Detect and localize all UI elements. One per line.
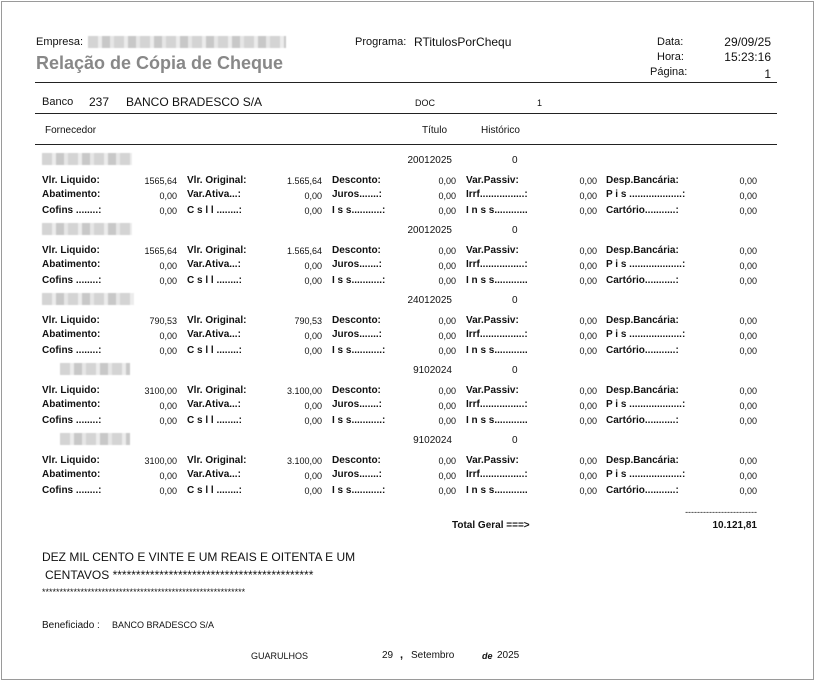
label-var-passiv: Var.Passiv: xyxy=(466,455,519,466)
value-cartorio: 0,00 xyxy=(739,346,757,356)
value-juros: 0,00 xyxy=(438,331,456,341)
value-inss: 0,00 xyxy=(579,276,597,286)
value-desconto: 0,00 xyxy=(438,176,456,186)
label-iss: I s s...........: xyxy=(332,415,386,426)
value-juros: 0,00 xyxy=(438,191,456,201)
programa-value: RTitulosPorChequ xyxy=(414,35,512,49)
label-var-passiv: Var.Passiv: xyxy=(466,315,519,326)
label-cofins: Cofins ........: xyxy=(42,205,102,216)
label-csll: C s l l ........: xyxy=(187,205,243,216)
label-cofins: Cofins ........: xyxy=(42,345,102,356)
label-irrf: Irrf................: xyxy=(466,399,528,410)
value-iss: 0,00 xyxy=(438,486,456,496)
value-inss: 0,00 xyxy=(579,206,597,216)
value-iss: 0,00 xyxy=(438,346,456,356)
value-pis: 0,00 xyxy=(739,191,757,201)
value-vlr-original: 3.100,00 xyxy=(286,386,322,396)
banco-name: BANCO BRADESCO S/A xyxy=(126,95,263,109)
value-vlr-liquido: 3100,00 xyxy=(144,456,177,466)
label-inss: I n s s............ xyxy=(466,345,528,356)
value-irrf: 0,00 xyxy=(579,261,597,271)
value-inss: 0,00 xyxy=(579,346,597,356)
label-irrf: Irrf................: xyxy=(466,259,528,270)
label-juros: Juros.......: xyxy=(332,469,383,480)
label-iss: I s s...........: xyxy=(332,205,386,216)
extenso-line-2: CENTAVOS ******************************************* xyxy=(45,568,314,582)
column-titulo: Título xyxy=(422,125,448,136)
entry-titulo: 20012025 xyxy=(407,155,452,166)
label-var-ativa: Var.Ativa...: xyxy=(187,469,241,480)
label-desp-bancaria: Desp.Bancária: xyxy=(606,455,679,466)
label-juros: Juros.......: xyxy=(332,329,383,340)
label-abatimento: Abatimento: xyxy=(42,469,101,480)
column-historico: Histórico xyxy=(481,125,520,136)
doc-label: DOC xyxy=(415,98,435,108)
value-var-ativa: 0,00 xyxy=(304,471,322,481)
value-cofins: 0,00 xyxy=(159,206,177,216)
value-cartorio: 0,00 xyxy=(739,416,757,426)
label-cartorio: Cartório...........: xyxy=(606,345,679,356)
value-abatimento: 0,00 xyxy=(159,261,177,271)
label-cofins: Cofins ........: xyxy=(42,275,102,286)
label-desconto: Desconto: xyxy=(332,385,381,396)
label-pis: P i s ...................: xyxy=(606,329,686,340)
value-irrf: 0,00 xyxy=(579,401,597,411)
label-var-ativa: Var.Ativa...: xyxy=(187,329,241,340)
label-iss: I s s...........: xyxy=(332,275,386,286)
value-var-ativa: 0,00 xyxy=(304,401,322,411)
label-vlr-original: Vlr. Original: xyxy=(187,315,247,326)
label-irrf: Irrf................: xyxy=(466,469,528,480)
label-pis: P i s ...................: xyxy=(606,469,686,480)
label-pis: P i s ...................: xyxy=(606,259,686,270)
label-cofins: Cofins ........: xyxy=(42,485,102,496)
value-juros: 0,00 xyxy=(438,401,456,411)
label-desconto: Desconto: xyxy=(332,245,381,256)
label-vlr-original: Vlr. Original: xyxy=(187,385,247,396)
value-cofins: 0,00 xyxy=(159,486,177,496)
value-var-passiv: 0,00 xyxy=(579,176,597,186)
label-abatimento: Abatimento: xyxy=(42,189,101,200)
value-juros: 0,00 xyxy=(438,261,456,271)
entry-historico: 0 xyxy=(512,155,518,166)
value-desconto: 0,00 xyxy=(438,246,456,256)
value-desp-bancaria: 0,00 xyxy=(739,176,757,186)
label-csll: C s l l ........: xyxy=(187,415,243,426)
data-label: Data: xyxy=(657,36,684,48)
value-vlr-liquido: 790,53 xyxy=(149,316,177,326)
value-var-passiv: 0,00 xyxy=(579,316,597,326)
label-iss: I s s...........: xyxy=(332,485,386,496)
label-vlr-original: Vlr. Original: xyxy=(187,245,247,256)
data-value: 29/09/25 xyxy=(724,35,771,49)
label-desconto: Desconto: xyxy=(332,315,381,326)
report-title: Relação de Cópia de Cheque xyxy=(36,53,284,73)
value-csll: 0,00 xyxy=(304,486,322,496)
value-vlr-liquido: 1565,64 xyxy=(144,246,177,256)
label-csll: C s l l ........: xyxy=(187,485,243,496)
label-vlr-liquido: Vlr. Liquido: xyxy=(42,455,100,466)
label-var-ativa: Var.Ativa...: xyxy=(187,399,241,410)
footer-comma: , xyxy=(400,649,404,661)
label-abatimento: Abatimento: xyxy=(42,399,101,410)
value-vlr-original: 1.565,64 xyxy=(286,246,322,256)
bank-divider xyxy=(35,113,777,114)
value-iss: 0,00 xyxy=(438,276,456,286)
value-iss: 0,00 xyxy=(438,416,456,426)
total-dashes: ------------------------ xyxy=(685,507,757,517)
doc-value: 1 xyxy=(537,98,543,108)
value-pis: 0,00 xyxy=(739,261,757,271)
value-desp-bancaria: 0,00 xyxy=(739,316,757,326)
value-pis: 0,00 xyxy=(739,401,757,411)
label-inss: I n s s............ xyxy=(466,205,528,216)
value-inss: 0,00 xyxy=(579,486,597,496)
label-desp-bancaria: Desp.Bancária: xyxy=(606,315,679,326)
entry-historico: 0 xyxy=(512,435,518,446)
value-abatimento: 0,00 xyxy=(159,331,177,341)
label-abatimento: Abatimento: xyxy=(42,259,101,270)
value-pis: 0,00 xyxy=(739,331,757,341)
label-csll: C s l l ........: xyxy=(187,345,243,356)
footer-month: Setembro xyxy=(411,650,455,661)
value-desp-bancaria: 0,00 xyxy=(739,456,757,466)
empresa-redacted xyxy=(88,36,286,48)
value-iss: 0,00 xyxy=(438,206,456,216)
entry-historico: 0 xyxy=(512,225,518,236)
value-var-passiv: 0,00 xyxy=(579,456,597,466)
value-var-ativa: 0,00 xyxy=(304,261,322,271)
value-var-passiv: 0,00 xyxy=(579,246,597,256)
label-desp-bancaria: Desp.Bancária: xyxy=(606,245,679,256)
label-inss: I n s s............ xyxy=(466,275,528,286)
entry-historico: 0 xyxy=(512,365,518,376)
label-var-ativa: Var.Ativa...: xyxy=(187,259,241,270)
entry-titulo: 24012025 xyxy=(407,295,452,306)
footer-city: GUARULHOS xyxy=(251,651,309,661)
column-fornecedor: Fornecedor xyxy=(45,125,97,136)
label-iss: I s s...........: xyxy=(332,345,386,356)
label-vlr-liquido: Vlr. Liquido: xyxy=(42,315,100,326)
value-var-ativa: 0,00 xyxy=(304,331,322,341)
beneficiado-value: BANCO BRADESCO S/A xyxy=(112,620,215,630)
value-vlr-original: 3.100,00 xyxy=(286,456,322,466)
label-inss: I n s s............ xyxy=(466,415,528,426)
value-var-passiv: 0,00 xyxy=(579,386,597,396)
label-cartorio: Cartório...........: xyxy=(606,415,679,426)
entry-titulo: 9102024 xyxy=(413,435,452,446)
empresa-label: Empresa: xyxy=(36,36,84,48)
value-cofins: 0,00 xyxy=(159,416,177,426)
banco-code: 237 xyxy=(89,95,110,109)
label-csll: C s l l ........: xyxy=(187,275,243,286)
value-desp-bancaria: 0,00 xyxy=(739,246,757,256)
label-desconto: Desconto: xyxy=(332,455,381,466)
beneficiado-label: Beneficiado : xyxy=(42,620,100,631)
label-var-passiv: Var.Passiv: xyxy=(466,245,519,256)
label-pis: P i s ...................: xyxy=(606,189,686,200)
label-juros: Juros.......: xyxy=(332,189,383,200)
value-abatimento: 0,00 xyxy=(159,401,177,411)
label-irrf: Irrf................: xyxy=(466,329,528,340)
value-csll: 0,00 xyxy=(304,346,322,356)
label-vlr-original: Vlr. Original: xyxy=(187,455,247,466)
pagina-value: 1 xyxy=(764,67,771,81)
programa-label: Programa: xyxy=(355,36,407,48)
value-csll: 0,00 xyxy=(304,206,322,216)
value-abatimento: 0,00 xyxy=(159,191,177,201)
label-abatimento: Abatimento: xyxy=(42,329,101,340)
label-var-ativa: Var.Ativa...: xyxy=(187,189,241,200)
fornecedor-redacted xyxy=(42,293,134,305)
label-cartorio: Cartório...........: xyxy=(606,485,679,496)
label-var-passiv: Var.Passiv: xyxy=(466,385,519,396)
banco-label: Banco xyxy=(42,96,74,108)
entry-titulo: 20012025 xyxy=(407,225,452,236)
fornecedor-redacted xyxy=(60,433,130,445)
label-cartorio: Cartório...........: xyxy=(606,205,679,216)
value-cartorio: 0,00 xyxy=(739,486,757,496)
label-inss: I n s s............ xyxy=(466,485,528,496)
value-desconto: 0,00 xyxy=(438,386,456,396)
value-desconto: 0,00 xyxy=(438,456,456,466)
value-csll: 0,00 xyxy=(304,276,322,286)
footer-de: de xyxy=(482,651,493,661)
hora-label: Hora: xyxy=(657,51,684,63)
value-irrf: 0,00 xyxy=(579,331,597,341)
label-var-passiv: Var.Passiv: xyxy=(466,175,519,186)
extenso-line-3: ********************************************************** xyxy=(42,587,246,597)
value-cofins: 0,00 xyxy=(159,346,177,356)
entry-historico: 0 xyxy=(512,295,518,306)
label-juros: Juros.......: xyxy=(332,259,383,270)
value-vlr-liquido: 1565,64 xyxy=(144,176,177,186)
value-desp-bancaria: 0,00 xyxy=(739,386,757,396)
label-cofins: Cofins ........: xyxy=(42,415,102,426)
value-pis: 0,00 xyxy=(739,471,757,481)
footer-day: 29 xyxy=(382,650,394,661)
hora-value: 15:23:16 xyxy=(724,50,771,64)
entry-titulo: 9102024 xyxy=(413,365,452,376)
value-vlr-liquido: 3100,00 xyxy=(144,386,177,396)
value-irrf: 0,00 xyxy=(579,191,597,201)
value-csll: 0,00 xyxy=(304,416,322,426)
footer-year: 2025 xyxy=(497,650,520,661)
columns-divider xyxy=(35,144,777,145)
label-desconto: Desconto: xyxy=(332,175,381,186)
label-vlr-liquido: Vlr. Liquido: xyxy=(42,245,100,256)
value-juros: 0,00 xyxy=(438,471,456,481)
value-cartorio: 0,00 xyxy=(739,206,757,216)
label-juros: Juros.......: xyxy=(332,399,383,410)
label-vlr-liquido: Vlr. Liquido: xyxy=(42,385,100,396)
value-cartorio: 0,00 xyxy=(739,276,757,286)
extenso-line-1: DEZ MIL CENTO E VINTE E UM REAIS E OITENTA E UM xyxy=(42,550,356,564)
value-abatimento: 0,00 xyxy=(159,471,177,481)
fornecedor-redacted xyxy=(42,223,132,235)
total-label: Total Geral ===> xyxy=(452,520,530,531)
label-vlr-original: Vlr. Original: xyxy=(187,175,247,186)
label-pis: P i s ...................: xyxy=(606,399,686,410)
header-divider xyxy=(35,82,777,83)
value-inss: 0,00 xyxy=(579,416,597,426)
value-vlr-original: 790,53 xyxy=(294,316,322,326)
label-desp-bancaria: Desp.Bancária: xyxy=(606,385,679,396)
value-var-ativa: 0,00 xyxy=(304,191,322,201)
value-vlr-original: 1.565,64 xyxy=(286,176,322,186)
value-cofins: 0,00 xyxy=(159,276,177,286)
label-cartorio: Cartório...........: xyxy=(606,275,679,286)
total-value: 10.121,81 xyxy=(712,520,757,531)
pagina-label: Página: xyxy=(650,66,688,78)
value-irrf: 0,00 xyxy=(579,471,597,481)
fornecedor-redacted xyxy=(42,153,132,165)
label-desp-bancaria: Desp.Bancária: xyxy=(606,175,679,186)
value-desconto: 0,00 xyxy=(438,316,456,326)
label-vlr-liquido: Vlr. Liquido: xyxy=(42,175,100,186)
label-irrf: Irrf................: xyxy=(466,189,528,200)
fornecedor-redacted xyxy=(60,363,130,375)
